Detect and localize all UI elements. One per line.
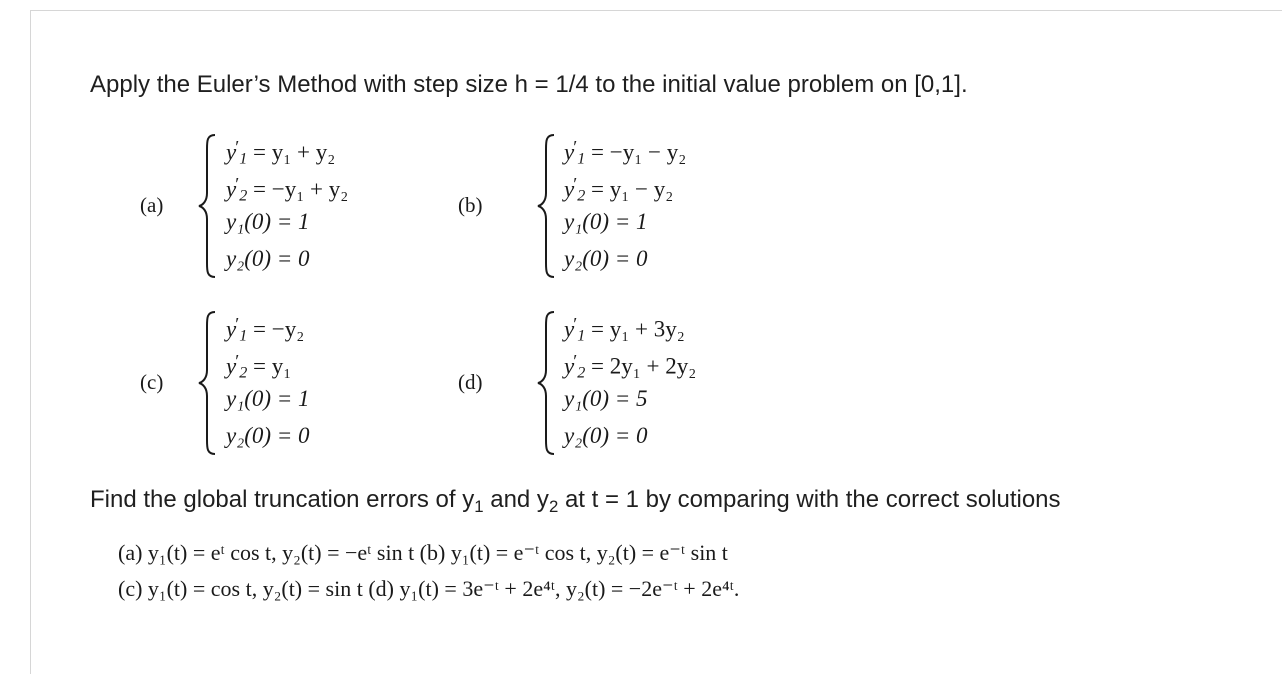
- left-brace-icon: [536, 310, 558, 456]
- system-d-equations: [564, 306, 696, 454]
- system-c-ic1: y₁(0) = 1: [226, 386, 310, 411]
- left-brace-icon: [197, 310, 219, 456]
- system-b-eq1: $y'_1 = -y_1 - y_2$: [564, 137, 687, 168]
- system-a-equations: [226, 129, 348, 277]
- system-d: [458, 306, 798, 456]
- system-a-eq1: $y'_1 = y_1 + y_2$: [226, 137, 336, 168]
- system-b-equations: [564, 129, 686, 277]
- solutions-line-2: (c) y₁(t) = cos t, y₂(t) = sin t (d) y₁(t) = 3e⁻ᵗ + 2e⁴ᵗ, y₂(t) = −2e⁻ᵗ + 2e⁴ᵗ.: [118, 576, 740, 601]
- problem-intro: Apply the Euler’s Method with step size h = 1/4 to the initial value problem on [0,1].: [90, 71, 968, 98]
- system-a-label: (a): [140, 193, 164, 217]
- system-c-label: (c): [140, 370, 164, 394]
- system-c-equations: [226, 306, 310, 454]
- system-a: [140, 129, 460, 279]
- system-c-eq1: $y'_1 = -y_2$: [226, 314, 305, 345]
- system-c-eq2: $y'_2 = y_1$: [226, 351, 292, 382]
- system-b: [458, 129, 778, 279]
- system-a-ic1: y₁(0) = 1: [226, 209, 310, 234]
- find-errors-instruction: Find the global truncation errors of $y_1$ and $y_2$ at t = 1 by comparing with the correct solutions: [90, 486, 1061, 517]
- system-a-ic2: y₂(0) = 0: [226, 246, 310, 271]
- system-b-eq2: $y'_2 = y_1 - y_2$: [564, 174, 674, 205]
- system-d-label: (d): [458, 370, 483, 394]
- system-d-ic2: y₂(0) = 0: [564, 423, 648, 448]
- system-a-eq2: $y'_2 = -y_1 + y_2$: [226, 174, 349, 205]
- left-brace-icon: [536, 133, 558, 279]
- system-b-ic2: y₂(0) = 0: [564, 246, 648, 271]
- system-d-eq2: $y'_2 = 2y_1 + 2y_2$: [564, 351, 697, 382]
- system-d-ic1: y₁(0) = 5: [564, 386, 648, 411]
- system-b-ic1: y₁(0) = 1: [564, 209, 648, 234]
- solutions-line-1: (a) y₁(t) = eᵗ cos t, y₂(t) = −eᵗ sin t (b) y₁(t) = e⁻ᵗ cos t, y₂(t) = e⁻ᵗ sin t: [118, 540, 728, 565]
- system-c: [140, 306, 460, 456]
- system-d-eq1: $y'_1 = y_1 + 3y_2$: [564, 314, 685, 345]
- system-b-label: (b): [458, 193, 483, 217]
- system-c-ic2: y₂(0) = 0: [226, 423, 310, 448]
- left-brace-icon: [197, 133, 219, 279]
